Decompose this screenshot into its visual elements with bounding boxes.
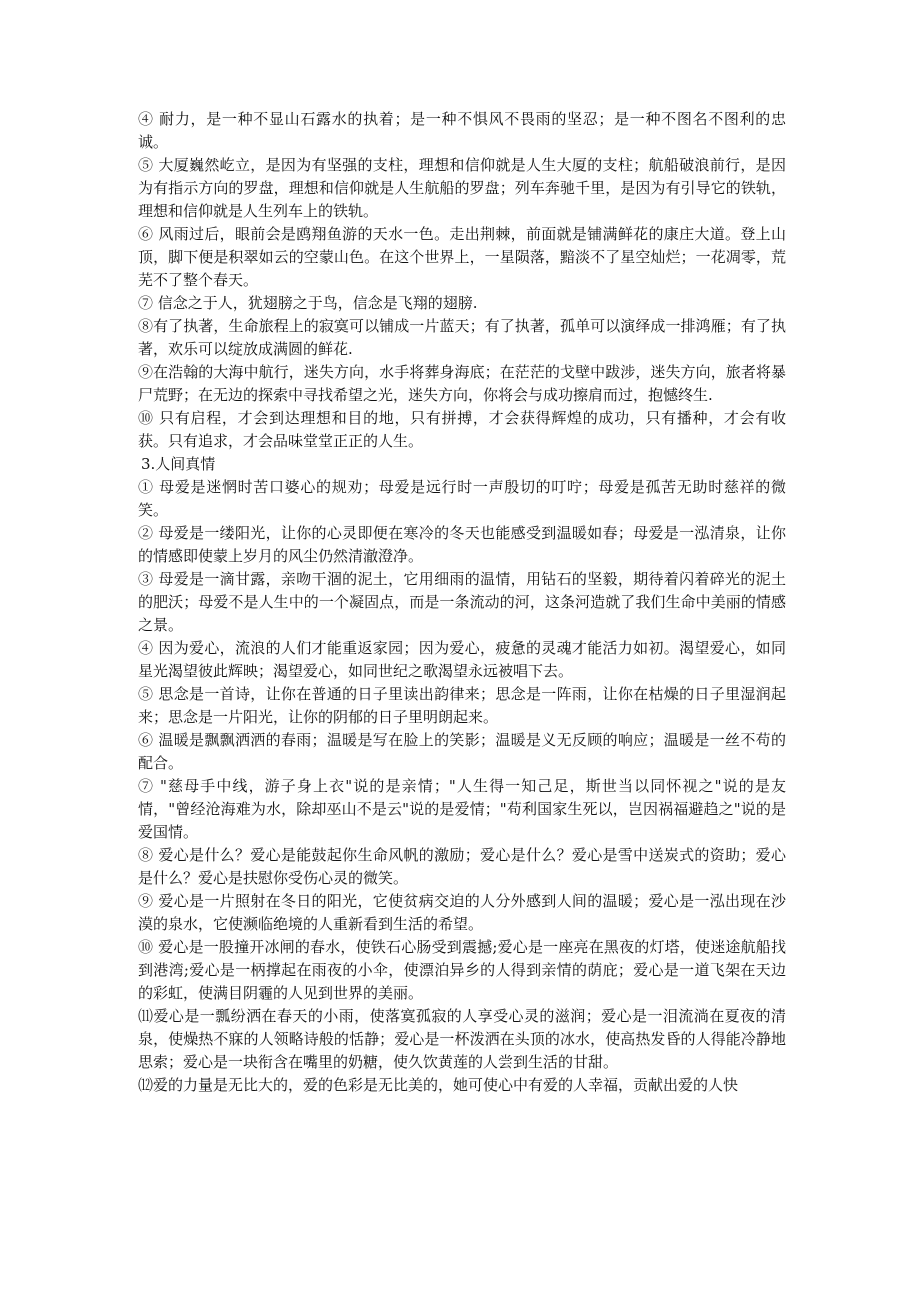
paragraph-top-7: ⑩ 只有启程，才会到达理想和目的地，只有拼搏，才会获得辉煌的成功，只有播种，才会有收获。只有追求，才会品味堂堂正正的人生。 (138, 409, 786, 450)
paragraph-top-4: ⑦ 信念之于人，犹翅膀之于鸟，信念是飞翔的翅膀. (138, 294, 478, 312)
paragraph-bottom-5: ⑤ 思念是一首诗，让你在普通的日子里读出韵律来；思念是一阵雨，让你在枯燥的日子里湿润起来；思念是一片阳光，让你的阴郁的日子里明朗起来。 (138, 685, 786, 726)
paragraph-top-5: ⑧有了执著，生命旅程上的寂寞可以铺成一片蓝天；有了执著，孤单可以演绎成一排鸿雁；有了执著，欢乐可以绽放成满圆的鲜花. (138, 317, 786, 358)
document-body (138, 108, 786, 1097)
section-heading: 3.人间真情 (141, 455, 216, 473)
paragraph-bottom-1: ① 母爱是迷惘时苦口婆心的规劝；母爱是远行时一声殷切的叮咛；母爱是孤苦无助时慈祥的微笑。 (138, 478, 786, 519)
paragraph-top-1: ④ 耐力，是一种不显山石露水的执着；是一种不惧风不畏雨的坚忍；是一种不图名不图利的忠诚。 (138, 110, 786, 151)
paragraph-bottom-4: ④ 因为爱心，流浪的人们才能重返家园；因为爱心，疲惫的灵魂才能活力如初。渴望爱心，如同星光渴望彼此辉映；渴望爱心，如同世纪之歌渴望永远被唱下去。 (138, 639, 786, 680)
paragraph-bottom-7: ⑦ "慈母手中线，游子身上衣"说的是亲情；"人生得一知己足，斯世当以同怀视之"说的是友情，"曾经沧海难为水，除却巫山不是云"说的是爱情；"苟利国家生死以，岂因祸福避趋之"说的是爱国情。 (138, 777, 786, 841)
paragraph-bottom-11: ⑾爱心是一瓢纷洒在春天的小雨，使落寞孤寂的人享受心灵的滋润；爱心是一泪流淌在夏夜的清泉，使燥热不寐的人领略诗般的恬静；爱心是一杯泼洒在头顶的冰水，使高热发昏的人得能冷静地思索；爱心是一块衔含在嘴里的奶糖，使久饮黄莲的人尝到生活的甘甜。 (138, 1007, 786, 1071)
paragraph-top-2: ⑤ 大厦巍然屹立，是因为有坚强的支柱，理想和信仰就是人生大厦的支柱；航船破浪前行，是因为有指示方向的罗盘，理想和信仰就是人生航船的罗盘；列车奔驰千里，是因为有引导它的铁轨，理想和信仰就是人生列车上的铁轨。 (138, 156, 786, 220)
paragraph-bottom-10: ⑩ 爱心是一股撞开冰闸的春水，使铁石心肠受到震撼;爱心是一座亮在黑夜的灯塔，使迷途航船找到港湾;爱心是一柄撑起在雨夜的小伞，使漂泊异乡的人得到亲情的荫庇；爱心是一道飞架在天边的彩虹，使满目阴霾的人见到世界的美丽。 (138, 938, 786, 1002)
paragraph-top-3: ⑥ 风雨过后，眼前会是鸥翔鱼游的天水一色。走出荆棘，前面就是铺满鲜花的康庄大道。登上山顶，脚下便是积翠如云的空蒙山色。在这个世界上，一星陨落，黯淡不了星空灿烂；一花凋零，荒芜不了整个春天。 (138, 225, 786, 289)
paragraph-bottom-2: ② 母爱是一缕阳光，让你的心灵即便在寒冷的冬天也能感受到温暖如春；母爱是一泓清泉，让你的情感即使蒙上岁月的风尘仍然清澈澄净。 (138, 524, 786, 565)
paragraph-top-6: ⑨在浩翰的大海中航行，迷失方向，水手将葬身海底；在茫茫的戈壁中跋涉，迷失方向，旅者将暴尸荒野；在无边的探索中寻找希望之光，迷失方向，你将会与成功擦肩而过，抱憾终生. (138, 363, 786, 404)
paragraph-bottom-8: ⑧ 爱心是什么？爱心是能鼓起你生命风帆的激励；爱心是什么？爱心是雪中送炭式的资助；爱心是什么？爱心是扶慰你受伤心灵的微笑。 (138, 846, 786, 887)
paragraph-bottom-9: ⑨ 爱心是一片照射在冬日的阳光，它使贫病交迫的人分外感到人间的温暖；爱心是一泓出现在沙漠的泉水，它使濒临绝境的人重新看到生活的希望。 (138, 892, 786, 933)
paragraph-bottom-12: ⑿爱的力量是无比大的，爱的色彩是无比美的，她可使心中有爱的人幸福，贡献出爱的人快 (138, 1076, 739, 1094)
paragraph-bottom-6: ⑥ 温暖是飘飘洒洒的春雨；温暖是写在脸上的笑影；温暖是义无反顾的响应；温暖是一丝不苟的配合。 (138, 731, 786, 772)
paragraph-bottom-3: ③ 母爱是一滴甘露，亲吻干涸的泥土，它用细雨的温情，用钻石的坚毅，期待着闪着碎光的泥土的肥沃；母爱不是人生中的一个凝固点，而是一条流动的河，这条河造就了我们生命中美丽的情感之景。 (138, 570, 786, 634)
